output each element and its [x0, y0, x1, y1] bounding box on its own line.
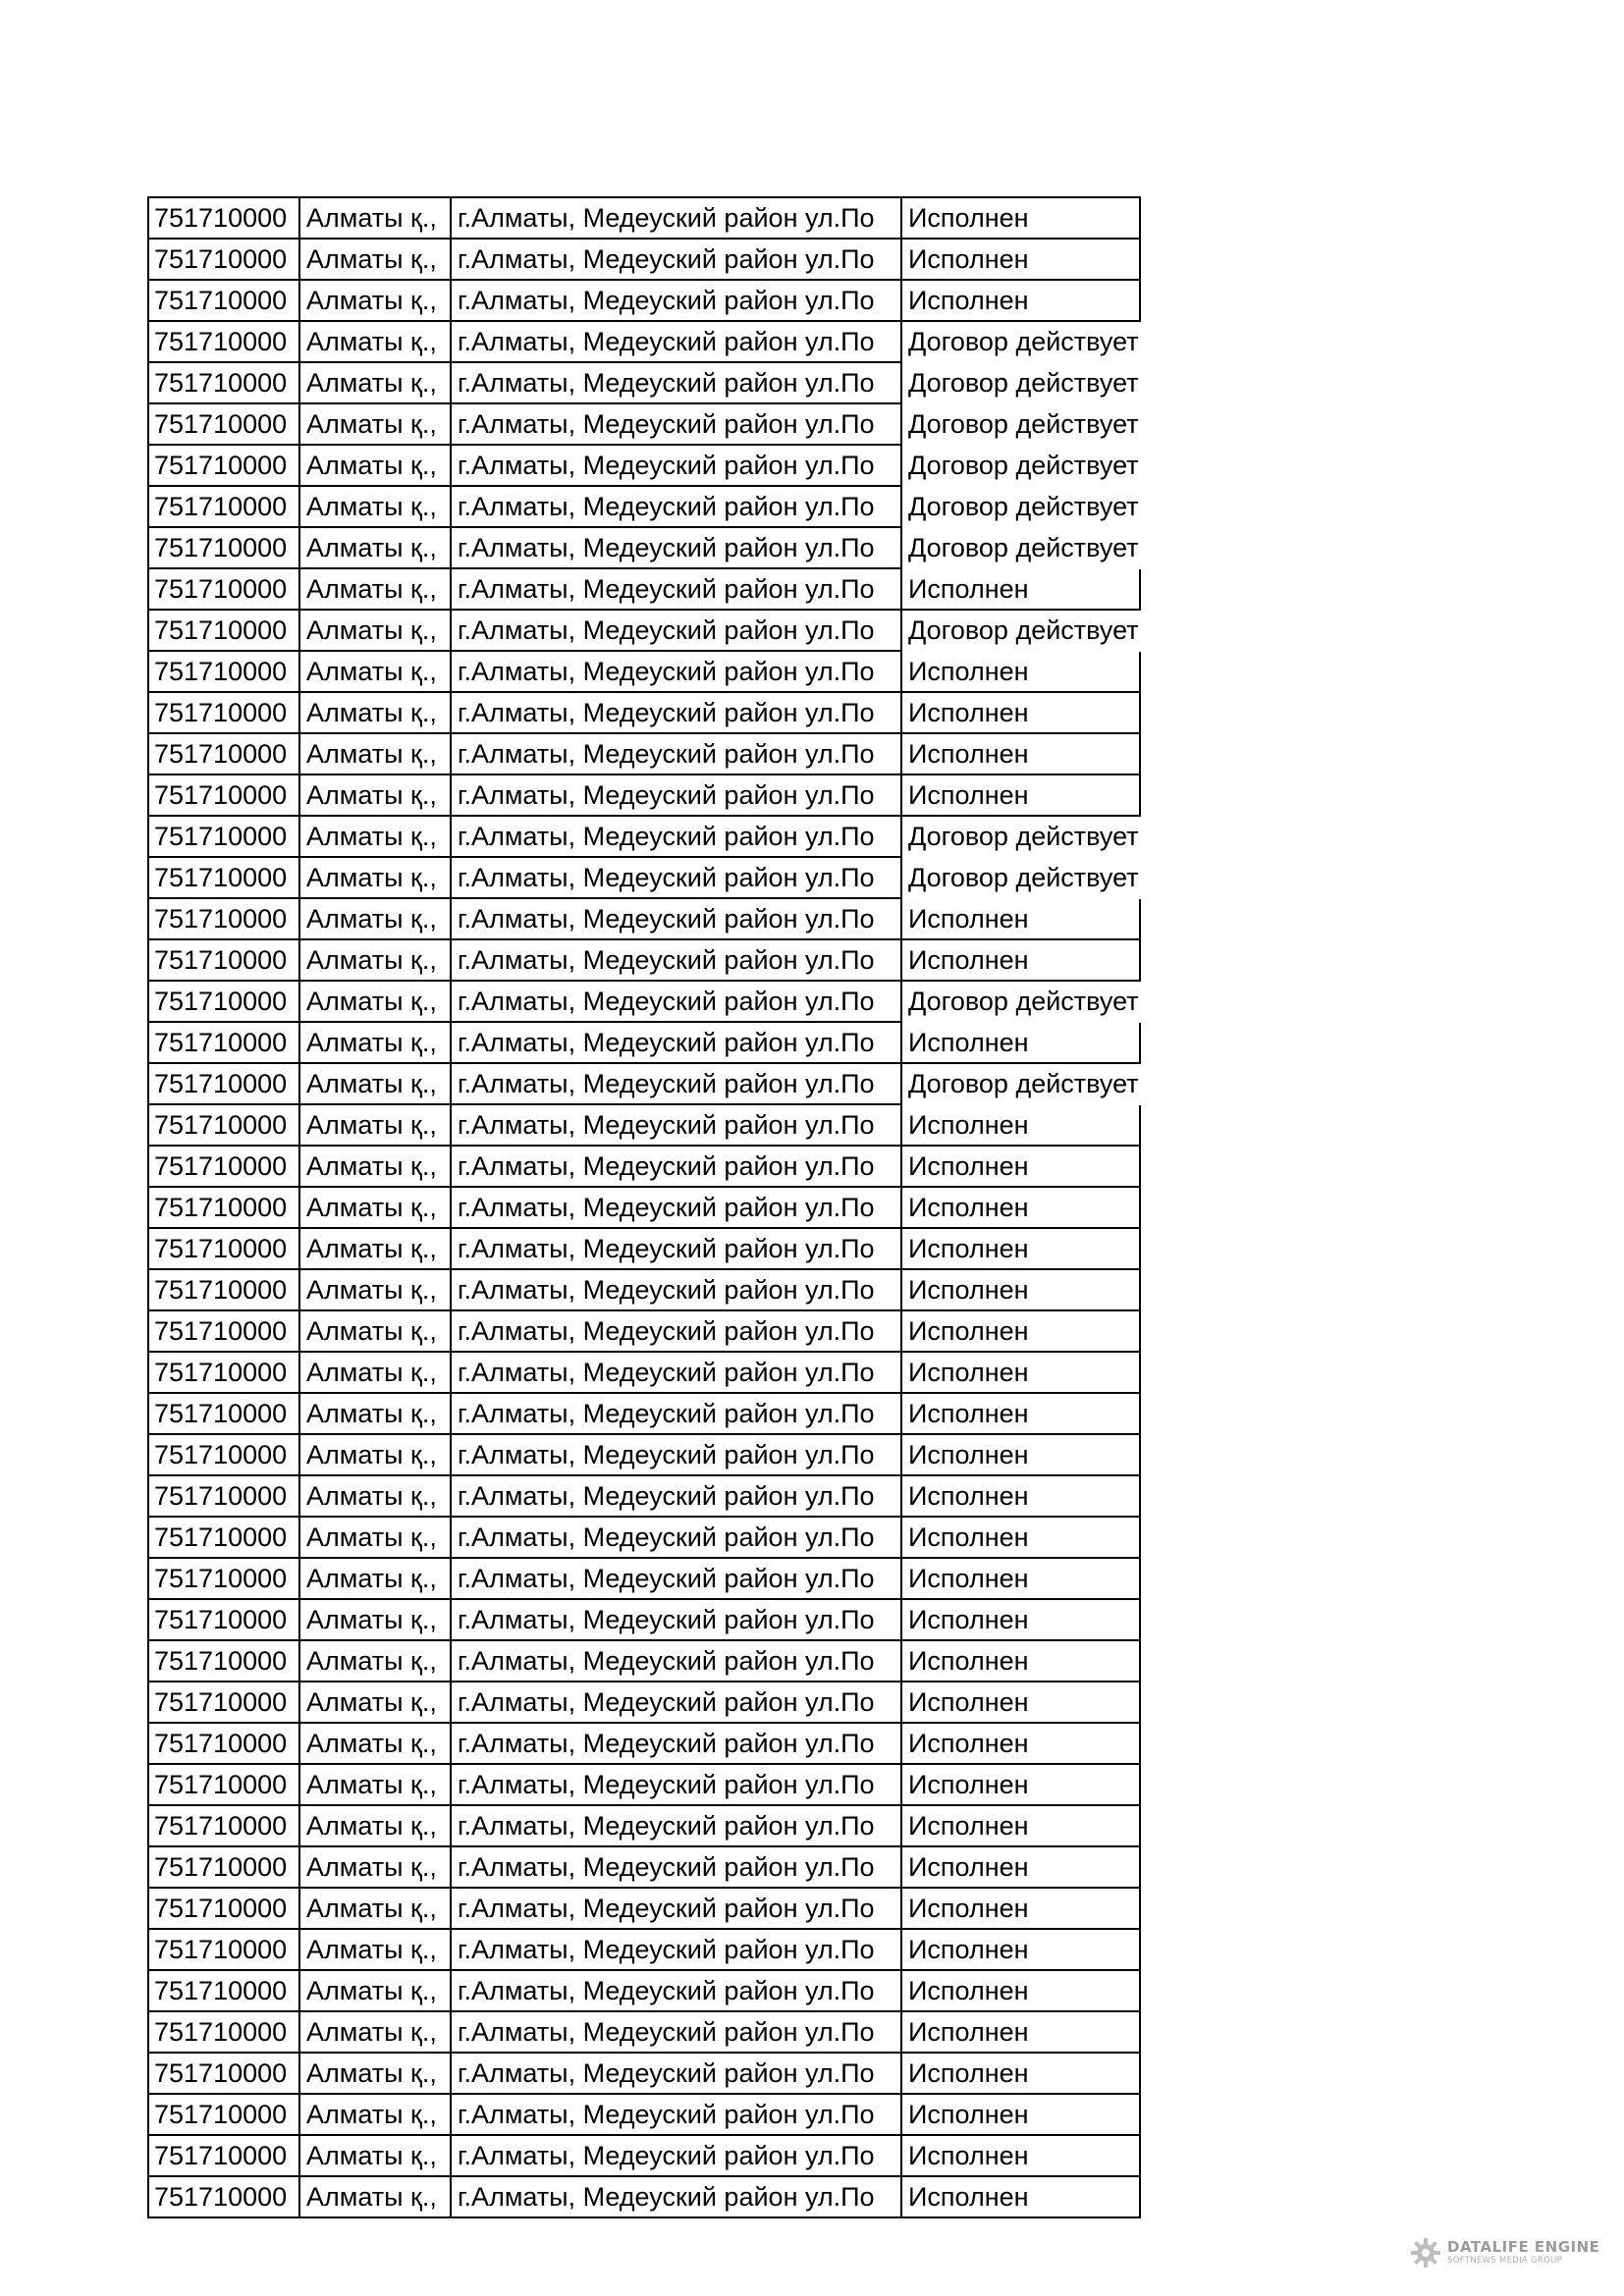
cell-status: Исполнен [901, 2011, 1140, 2053]
cell-status: Исполнен [901, 1599, 1140, 1640]
table-row [148, 1269, 1140, 1310]
cell-code: 751710000 [148, 733, 299, 774]
cell-region: Алматы қ., [299, 445, 451, 486]
cell-region: Алматы қ., [299, 1805, 451, 1846]
table-row [148, 1475, 1140, 1517]
cell-address: г.Алматы, Медеуский район ул.По [451, 1022, 901, 1063]
cell-address: г.Алматы, Медеуский район ул.По [451, 1146, 901, 1187]
cell-address: г.Алматы, Медеуский район ул.По [451, 816, 901, 857]
table-row [148, 1022, 1140, 1063]
table-row [148, 610, 1140, 651]
cell-region: Алматы қ., [299, 651, 451, 692]
table-row [148, 1929, 1140, 1970]
table-row [148, 403, 1140, 445]
cell-code: 751710000 [148, 2011, 299, 2053]
cell-address: г.Алматы, Медеуский район ул.По [451, 1517, 901, 1558]
cell-code: 751710000 [148, 1517, 299, 1558]
cell-address: г.Алматы, Медеуский район ул.По [451, 939, 901, 981]
cell-status: Договор действует [901, 981, 1140, 1022]
cell-code: 751710000 [148, 1022, 299, 1063]
cell-address: г.Алматы, Медеуский район ул.По [451, 1269, 901, 1310]
cell-address: г.Алматы, Медеуский район ул.По [451, 898, 901, 939]
cell-status: Исполнен [901, 1805, 1140, 1846]
cell-status: Исполнен [901, 1929, 1140, 1970]
cell-status: Договор действует [901, 816, 1140, 857]
cell-address: г.Алматы, Медеуский район ул.По [451, 692, 901, 733]
cell-status: Исполнен [901, 774, 1140, 816]
cell-status: Исполнен [901, 1269, 1140, 1310]
cell-region: Алматы қ., [299, 403, 451, 445]
cell-region: Алматы қ., [299, 857, 451, 898]
cell-code: 751710000 [148, 1352, 299, 1393]
cell-address: г.Алматы, Медеуский район ул.По [451, 1228, 901, 1269]
cell-status: Исполнен [901, 1022, 1140, 1063]
cell-address: г.Алматы, Медеуский район ул.По [451, 1723, 901, 1764]
cell-status: Исполнен [901, 1888, 1140, 1929]
cell-region: Алматы қ., [299, 1187, 451, 1228]
cell-code: 751710000 [148, 1063, 299, 1104]
cell-address: г.Алматы, Медеуский район ул.По [451, 651, 901, 692]
table-row [148, 1764, 1140, 1805]
cell-region: Алматы қ., [299, 1022, 451, 1063]
cell-status: Исполнен [901, 1187, 1140, 1228]
cell-status: Исполнен [901, 898, 1140, 939]
table-row [148, 733, 1140, 774]
cell-region: Алматы қ., [299, 1929, 451, 1970]
cell-code: 751710000 [148, 280, 299, 321]
cell-region: Алматы қ., [299, 2011, 451, 2053]
gear-icon [1410, 2237, 1441, 2269]
cell-code: 751710000 [148, 445, 299, 486]
cell-code: 751710000 [148, 1187, 299, 1228]
cell-status: Исполнен [901, 939, 1140, 981]
cell-address: г.Алматы, Медеуский район ул.По [451, 610, 901, 651]
cell-region: Алматы қ., [299, 1640, 451, 1682]
cell-address: г.Алматы, Медеуский район ул.По [451, 1764, 901, 1805]
cell-region: Алматы қ., [299, 1888, 451, 1929]
cell-region: Алматы қ., [299, 362, 451, 403]
cell-status: Договор действует [901, 362, 1140, 403]
contracts-table [147, 196, 1141, 2218]
table-row [148, 1310, 1140, 1352]
table-row [148, 280, 1140, 321]
cell-code: 751710000 [148, 1104, 299, 1146]
cell-address: г.Алматы, Медеуский район ул.По [451, 774, 901, 816]
cell-status: Исполнен [901, 733, 1140, 774]
cell-code: 751710000 [148, 1805, 299, 1846]
cell-address: г.Алматы, Медеуский район ул.По [451, 239, 901, 280]
cell-region: Алматы қ., [299, 816, 451, 857]
cell-region: Алматы қ., [299, 1517, 451, 1558]
cell-status: Исполнен [901, 1146, 1140, 1187]
cell-status: Договор действует [901, 321, 1140, 362]
table-row [148, 1517, 1140, 1558]
cell-status: Исполнен [901, 2053, 1140, 2094]
cell-address: г.Алматы, Медеуский район ул.По [451, 486, 901, 527]
table-row [148, 1558, 1140, 1599]
cell-address: г.Алматы, Медеуский район ул.По [451, 1310, 901, 1352]
cell-address: г.Алматы, Медеуский район ул.По [451, 2135, 901, 2176]
table-row [148, 816, 1140, 857]
cell-address: г.Алматы, Медеуский район ул.По [451, 403, 901, 445]
table-row [148, 1352, 1140, 1393]
cell-status: Исполнен [901, 197, 1140, 239]
cell-status: Исполнен [901, 1846, 1140, 1888]
cell-address: г.Алматы, Медеуский район ул.По [451, 321, 901, 362]
cell-code: 751710000 [148, 774, 299, 816]
cell-code: 751710000 [148, 692, 299, 733]
cell-code: 751710000 [148, 1723, 299, 1764]
cell-region: Алматы қ., [299, 1599, 451, 1640]
cell-region: Алматы қ., [299, 1352, 451, 1393]
cell-address: г.Алматы, Медеуский район ул.По [451, 1846, 901, 1888]
table-row [148, 1682, 1140, 1723]
table-row [148, 321, 1140, 362]
cell-address: г.Алматы, Медеуский район ул.По [451, 1888, 901, 1929]
cell-status: Договор действует [901, 1063, 1140, 1104]
cell-code: 751710000 [148, 610, 299, 651]
cell-address: г.Алматы, Медеуский район ул.По [451, 1063, 901, 1104]
cell-code: 751710000 [148, 568, 299, 610]
cell-code: 751710000 [148, 1929, 299, 1970]
cell-status: Договор действует [901, 527, 1140, 568]
cell-region: Алматы қ., [299, 733, 451, 774]
cell-code: 751710000 [148, 1558, 299, 1599]
table-row [148, 1187, 1140, 1228]
cell-status: Договор действует [901, 610, 1140, 651]
table-row [148, 1723, 1140, 1764]
cell-status: Исполнен [901, 1640, 1140, 1682]
cell-status: Договор действует [901, 857, 1140, 898]
cell-status: Исполнен [901, 280, 1140, 321]
cell-status: Исполнен [901, 1682, 1140, 1723]
cell-status: Исполнен [901, 1970, 1140, 2011]
table-row [148, 1063, 1140, 1104]
cell-address: г.Алматы, Медеуский район ул.По [451, 445, 901, 486]
cell-region: Алматы қ., [299, 2053, 451, 2094]
cell-address: г.Алматы, Медеуский район ул.По [451, 2094, 901, 2135]
table-row [148, 692, 1140, 733]
table-row [148, 1434, 1140, 1475]
cell-code: 751710000 [148, 1310, 299, 1352]
cell-code: 751710000 [148, 2094, 299, 2135]
cell-address: г.Алматы, Медеуский район ул.По [451, 981, 901, 1022]
table-row [148, 568, 1140, 610]
cell-code: 751710000 [148, 2176, 299, 2217]
cell-code: 751710000 [148, 898, 299, 939]
cell-code: 751710000 [148, 321, 299, 362]
cell-status: Исполнен [901, 1228, 1140, 1269]
cell-region: Алматы қ., [299, 774, 451, 816]
cell-region: Алматы қ., [299, 1846, 451, 1888]
cell-address: г.Алматы, Медеуский район ул.По [451, 197, 901, 239]
table-row [148, 2135, 1140, 2176]
cell-code: 751710000 [148, 2135, 299, 2176]
cell-status: Исполнен [901, 1434, 1140, 1475]
cell-status: Исполнен [901, 2176, 1140, 2217]
cell-status: Исполнен [901, 2135, 1140, 2176]
cell-code: 751710000 [148, 1599, 299, 1640]
table-row [148, 857, 1140, 898]
cell-region: Алматы қ., [299, 2135, 451, 2176]
cell-status: Договор действует [901, 403, 1140, 445]
cell-region: Алматы қ., [299, 486, 451, 527]
cell-code: 751710000 [148, 651, 299, 692]
table-row [148, 1640, 1140, 1682]
table-row [148, 2011, 1140, 2053]
cell-code: 751710000 [148, 1888, 299, 1929]
cell-address: г.Алматы, Медеуский район ул.По [451, 1352, 901, 1393]
cell-region: Алматы қ., [299, 280, 451, 321]
cell-address: г.Алматы, Медеуский район ул.По [451, 1475, 901, 1517]
cell-code: 751710000 [148, 1764, 299, 1805]
cell-status: Исполнен [901, 651, 1140, 692]
table-row [148, 1970, 1140, 2011]
cell-address: г.Алматы, Медеуский район ул.По [451, 362, 901, 403]
cell-code: 751710000 [148, 981, 299, 1022]
cell-status: Исполнен [901, 1352, 1140, 1393]
cell-address: г.Алматы, Медеуский район ул.По [451, 857, 901, 898]
table-row [148, 774, 1140, 816]
cell-code: 751710000 [148, 1475, 299, 1517]
cell-address: г.Алматы, Медеуский район ул.По [451, 733, 901, 774]
table-row [148, 1228, 1140, 1269]
cell-code: 751710000 [148, 1640, 299, 1682]
cell-status: Исполнен [901, 1517, 1140, 1558]
table-row [148, 2176, 1140, 2217]
cell-region: Алматы қ., [299, 1970, 451, 2011]
cell-region: Алматы қ., [299, 1104, 451, 1146]
cell-code: 751710000 [148, 857, 299, 898]
cell-code: 751710000 [148, 1970, 299, 2011]
table-row [148, 239, 1140, 280]
cell-address: г.Алматы, Медеуский район ул.По [451, 527, 901, 568]
cell-address: г.Алматы, Медеуский район ул.По [451, 1393, 901, 1434]
cell-region: Алматы қ., [299, 2176, 451, 2217]
cell-region: Алматы қ., [299, 1682, 451, 1723]
cell-region: Алматы қ., [299, 1723, 451, 1764]
cell-status: Исполнен [901, 568, 1140, 610]
cell-status: Договор действует [901, 486, 1140, 527]
cell-region: Алматы қ., [299, 692, 451, 733]
cell-address: г.Алматы, Медеуский район ул.По [451, 1682, 901, 1723]
cell-status: Исполнен [901, 692, 1140, 733]
cell-region: Алматы қ., [299, 1764, 451, 1805]
cell-status: Исполнен [901, 1475, 1140, 1517]
table-row [148, 1104, 1140, 1146]
table-row [148, 1146, 1140, 1187]
cell-region: Алматы қ., [299, 981, 451, 1022]
table-row [148, 2053, 1140, 2094]
watermark-subtitle: SOFTNEWS MEDIA GROUP [1447, 2256, 1563, 2267]
cell-code: 751710000 [148, 1269, 299, 1310]
cell-region: Алматы қ., [299, 527, 451, 568]
cell-region: Алматы қ., [299, 239, 451, 280]
cell-code: 751710000 [148, 362, 299, 403]
cell-address: г.Алматы, Медеуский район ул.По [451, 280, 901, 321]
cell-region: Алматы қ., [299, 1310, 451, 1352]
table-row [148, 486, 1140, 527]
cell-address: г.Алматы, Медеуский район ул.По [451, 1805, 901, 1846]
cell-code: 751710000 [148, 403, 299, 445]
table-row [148, 527, 1140, 568]
cell-address: г.Алматы, Медеуский район ул.По [451, 1434, 901, 1475]
cell-address: г.Алматы, Медеуский район ул.По [451, 568, 901, 610]
cell-code: 751710000 [148, 1434, 299, 1475]
cell-address: г.Алматы, Медеуский район ул.По [451, 1104, 901, 1146]
cell-region: Алматы қ., [299, 1146, 451, 1187]
cell-region: Алматы қ., [299, 1063, 451, 1104]
table-row [148, 939, 1140, 981]
cell-code: 751710000 [148, 2053, 299, 2094]
table-row [148, 1599, 1140, 1640]
cell-code: 751710000 [148, 1846, 299, 1888]
cell-code: 751710000 [148, 1682, 299, 1723]
table-row [148, 651, 1140, 692]
cell-code: 751710000 [148, 1146, 299, 1187]
cell-address: г.Алматы, Медеуский район ул.По [451, 1558, 901, 1599]
cell-address: г.Алматы, Медеуский район ул.По [451, 1187, 901, 1228]
table-row [148, 981, 1140, 1022]
cell-status: Исполнен [901, 1723, 1140, 1764]
cell-status: Договор действует [901, 445, 1140, 486]
table-row [148, 1805, 1140, 1846]
cell-code: 751710000 [148, 1393, 299, 1434]
cell-region: Алматы қ., [299, 1393, 451, 1434]
cell-status: Исполнен [901, 1558, 1140, 1599]
cell-code: 751710000 [148, 939, 299, 981]
cell-region: Алматы қ., [299, 610, 451, 651]
cell-code: 751710000 [148, 527, 299, 568]
cell-region: Алматы қ., [299, 1434, 451, 1475]
table-row [148, 898, 1140, 939]
cell-region: Алматы қ., [299, 898, 451, 939]
cell-code: 751710000 [148, 239, 299, 280]
cell-status: Исполнен [901, 2094, 1140, 2135]
cell-region: Алматы қ., [299, 1475, 451, 1517]
cell-code: 751710000 [148, 197, 299, 239]
cell-code: 751710000 [148, 816, 299, 857]
cell-address: г.Алматы, Медеуский район ул.По [451, 2053, 901, 2094]
watermark-title: DATALIFE ENGINE [1447, 2238, 1600, 2257]
cell-region: Алматы қ., [299, 197, 451, 239]
cell-status: Исполнен [901, 1764, 1140, 1805]
cell-address: г.Алматы, Медеуский район ул.По [451, 1929, 901, 1970]
table-body [148, 197, 1140, 2217]
table-row [148, 362, 1140, 403]
cell-code: 751710000 [148, 486, 299, 527]
cell-code: 751710000 [148, 1228, 299, 1269]
table-row [148, 1888, 1140, 1929]
cell-region: Алматы қ., [299, 2094, 451, 2135]
cell-status: Исполнен [901, 1104, 1140, 1146]
cell-address: г.Алматы, Медеуский район ул.По [451, 1640, 901, 1682]
cell-status: Исполнен [901, 239, 1140, 280]
cell-region: Алматы қ., [299, 1269, 451, 1310]
cell-region: Алматы қ., [299, 1228, 451, 1269]
cell-region: Алматы қ., [299, 321, 451, 362]
cell-address: г.Алматы, Медеуский район ул.По [451, 1970, 901, 2011]
table-row [148, 1846, 1140, 1888]
table-row [148, 445, 1140, 486]
cell-address: г.Алматы, Медеуский район ул.По [451, 1599, 901, 1640]
datalife-engine-watermark [1410, 2237, 1599, 2269]
table-row [148, 197, 1140, 239]
cell-region: Алматы қ., [299, 568, 451, 610]
table-row [148, 1393, 1140, 1434]
cell-status: Исполнен [901, 1393, 1140, 1434]
cell-address: г.Алматы, Медеуский район ул.По [451, 2176, 901, 2217]
cell-region: Алматы қ., [299, 939, 451, 981]
table-row [148, 2094, 1140, 2135]
cell-status: Исполнен [901, 1310, 1140, 1352]
cell-region: Алматы қ., [299, 1558, 451, 1599]
cell-address: г.Алматы, Медеуский район ул.По [451, 2011, 901, 2053]
